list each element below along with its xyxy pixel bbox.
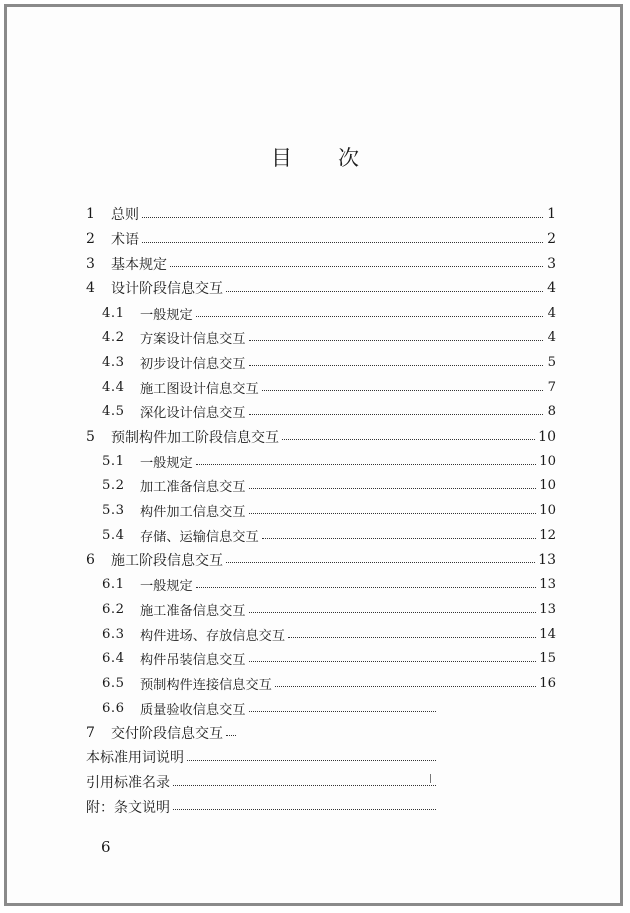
toc-leader-dots (249, 513, 537, 514)
toc-entry (86, 646, 556, 671)
toc-entry (86, 622, 556, 647)
toc-entry-page: 10 (538, 428, 556, 445)
toc-leader-dots (226, 291, 543, 292)
toc-entry-page: 10 (539, 478, 556, 494)
toc-entry-label: 加工准备信息交互 (140, 480, 246, 496)
toc-entry-page: 4 (547, 330, 556, 346)
toc-entry-number: 2 (86, 231, 95, 248)
toc-entry-number: 7 (86, 724, 95, 741)
toc-entry-label: 总则 (111, 207, 139, 224)
toc-entry (86, 498, 556, 523)
toc-entry-page: 7 (547, 379, 556, 395)
page-number: 6 (101, 838, 111, 856)
toc-entry (86, 745, 556, 770)
toc-entry (86, 548, 556, 573)
toc-entry-label: 施工准备信息交互 (140, 603, 246, 619)
toc-leader-dots (288, 637, 536, 638)
toc-entry-label: 一般规定 (140, 307, 193, 323)
toc-entry-number: 4.1 (102, 305, 125, 321)
toc-entry-page: 5 (547, 354, 556, 370)
toc-entry (86, 251, 556, 276)
toc-entry (86, 720, 556, 745)
toc-entry-number: 5.2 (102, 478, 125, 494)
toc-entry-page: 12 (539, 527, 556, 543)
toc-entry-label: 方案设计信息交互 (140, 332, 246, 348)
toc-entry (86, 227, 556, 252)
toc-entry-number: 4.3 (102, 354, 125, 370)
toc-leader-dots (173, 785, 436, 786)
toc-entry-label: 预制构件连接信息交互 (140, 677, 272, 693)
toc-entry-page: 3 (547, 255, 556, 272)
toc-leader-dots (249, 340, 544, 341)
toc-entry-number: 4 (86, 280, 95, 297)
toc-entry-page: 16 (539, 675, 556, 691)
toc-entry-label: 设计阶段信息交互 (111, 281, 223, 298)
toc-entry (86, 325, 556, 350)
toc-entry-label: 质量验收信息交互 (140, 702, 246, 718)
toc-entry-number: 5.1 (102, 453, 125, 469)
toc-entry-number: 6.4 (102, 651, 125, 667)
toc-entry-label: 存储、运输信息交互 (140, 529, 259, 545)
toc-entry-label: 一般规定 (140, 579, 193, 595)
toc-entry-label: 交付阶段信息交互 (111, 725, 223, 742)
toc-leader-dots (142, 242, 543, 243)
toc-entry-label: 一般规定 (140, 455, 193, 471)
toc-entry-number: 6 (86, 551, 95, 568)
toc-leader-dots (249, 488, 537, 489)
toc-entry (86, 523, 556, 548)
toc-leader-dots (282, 439, 535, 440)
toc-leader-dots (249, 711, 437, 712)
toc-leader-dots (249, 661, 537, 662)
toc-entry (86, 474, 556, 499)
toc-entry-page: 13 (538, 551, 556, 568)
toc-entry (86, 202, 556, 227)
toc-leader-dots (249, 365, 544, 366)
toc-leader-dots (226, 735, 236, 736)
toc-entry (86, 572, 556, 597)
toc-entry-number: 6.2 (102, 601, 125, 617)
table-of-contents (86, 202, 556, 819)
toc-entry-number: 3 (86, 255, 95, 272)
toc-entry-label: 基本规定 (111, 256, 167, 273)
toc-entry-page: 10 (539, 453, 556, 469)
toc-entry-page: 13 (539, 601, 556, 617)
toc-entry-number: 1 (86, 206, 95, 223)
toc-entry (86, 795, 556, 820)
title-char-2: 次 (338, 146, 359, 170)
toc-entry-number: 6.5 (102, 675, 125, 691)
toc-leader-dots (187, 760, 436, 761)
toc-entry-label: 本标准用词说明 (86, 750, 184, 767)
toc-leader-dots (196, 587, 536, 588)
toc-entry-label: 构件进场、存放信息交互 (140, 628, 286, 644)
toc-entry-page: 8 (547, 404, 556, 420)
toc-leader-dots (262, 538, 537, 539)
toc-leader-dots (196, 464, 536, 465)
toc-entry-number: 6.6 (102, 700, 125, 716)
toc-leader-dots (170, 266, 543, 267)
toc-entry-label: 引用标准名录 (86, 775, 170, 792)
scan-speck (430, 774, 431, 783)
toc-entry-label: 构件加工信息交互 (140, 505, 246, 521)
toc-entry-page: 1 (547, 206, 556, 223)
toc-entry-page: 4 (547, 280, 556, 297)
toc-entry (86, 301, 556, 326)
toc-entry (86, 375, 556, 400)
toc-entry-label: 施工阶段信息交互 (111, 552, 223, 569)
toc-entry (86, 400, 556, 425)
toc-entry (86, 350, 556, 375)
toc-leader-dots (142, 217, 543, 218)
toc-entry-page: 15 (539, 651, 556, 667)
toc-entry-label: 施工图设计信息交互 (140, 381, 259, 397)
toc-leader-dots (196, 316, 543, 317)
toc-entry-page: 4 (547, 305, 556, 321)
page-title (0, 142, 630, 172)
toc-entry (86, 696, 556, 721)
toc-entry-number: 4.5 (102, 404, 125, 420)
toc-entry-label: 深化设计信息交互 (140, 406, 246, 422)
toc-entry-page: 10 (539, 503, 556, 519)
toc-entry-label: 初步设计信息交互 (140, 356, 246, 372)
toc-entry-number: 4.4 (102, 379, 125, 395)
toc-entry-page: 2 (547, 231, 556, 248)
toc-entry-label: 构件吊装信息交互 (140, 653, 246, 669)
toc-entry-label: 术语 (111, 232, 139, 249)
toc-leader-dots (249, 414, 544, 415)
toc-entry-page: 13 (539, 577, 556, 593)
toc-entry-number: 5.3 (102, 503, 125, 519)
toc-entry (86, 597, 556, 622)
toc-entry (86, 770, 556, 795)
toc-entry (86, 671, 556, 696)
toc-entry (86, 276, 556, 301)
toc-entry (86, 424, 556, 449)
toc-entry-label: 附：条文说明 (86, 799, 170, 816)
toc-leader-dots (173, 809, 436, 810)
toc-entry-number: 6.1 (102, 577, 125, 593)
toc-leader-dots (249, 612, 537, 613)
title-char-1: 目 (271, 146, 292, 170)
toc-leader-dots (262, 390, 543, 391)
toc-leader-dots (275, 686, 536, 687)
toc-entry (86, 449, 556, 474)
toc-entry-number: 6.3 (102, 626, 125, 642)
toc-entry-label: 预制构件加工阶段信息交互 (111, 429, 279, 446)
toc-entry-number: 5 (86, 428, 95, 445)
toc-entry-number: 5.4 (102, 527, 125, 543)
toc-entry-page: 14 (539, 626, 556, 642)
toc-leader-dots (226, 562, 535, 563)
toc-entry-number: 4.2 (102, 330, 125, 346)
